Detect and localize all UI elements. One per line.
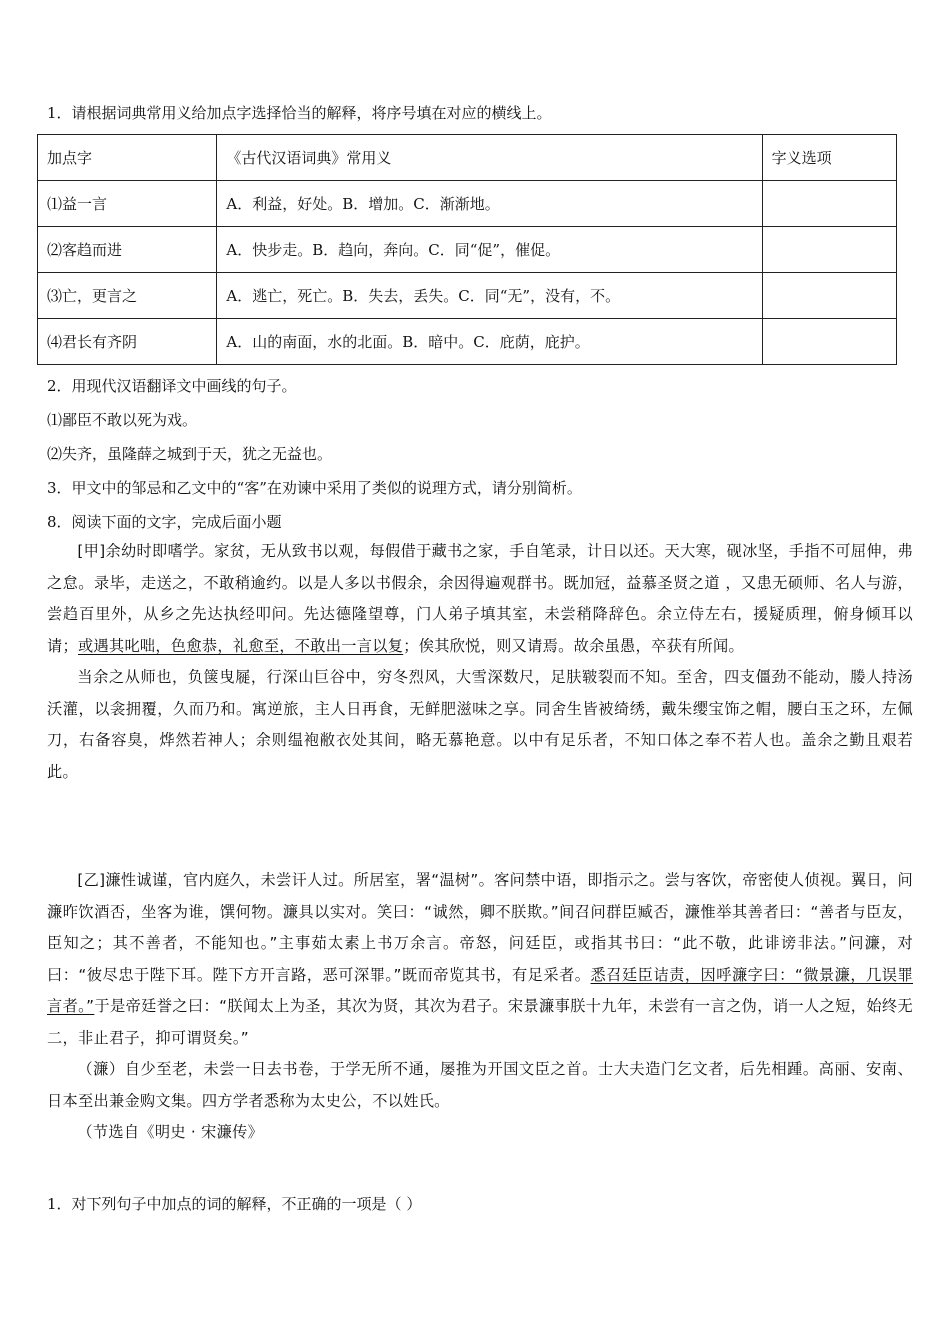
answer-cell[interactable] [762, 181, 896, 227]
translation-sentence-2: ⑵失齐，虽隆薛之城到于天，犹之无益也。 [47, 445, 333, 463]
underlined-sentence: 悉召廷臣诘责，因呼濂字曰：“微景濂，几误罪言者。” [47, 965, 914, 1015]
underlined-sentence: 或遇其叱咄，色愈恭，礼愈至，不敢出一言以复 [77, 636, 404, 655]
passage-paragraph: [乙]濂性诚谨，官内庭久，未尝讦人过。所居室，署“温树”。客问禁中语，即指示之。尝与客饮，帝密使人侦视。翼日，问濂昨饮酒否，坐客为谁，馔何物。濂具以实对。笑曰：“诚然，卿不朕欺。”间召问群臣臧否，濂惟举其善者曰：“善者与臣友，臣知之；其不善者，不能知也。”主事茹太素上书万余言。帝怒，问廷臣，或指其书曰：“此不敬，此诽谤非法。”问濂，对曰：“彼尽忠于陛下耳。陛下方开言路，恶可深罪。”既而帝览其书，有足采者。悉召廷臣诘责，因呼濂字曰：“微景濂，几误罪言者。”于是帝廷誉之曰：“朕闻太上为圣，其次为贤，其次为君子。宋景濂事朕十九年，未尝有一言之伪，诮一人之短，始终无二，非止君子，抑可谓贤矣。” [47, 871, 914, 1047]
meaning-cell: A．快步走。B．趋向，奔向。C．同“促”，催促。 [217, 227, 762, 273]
header-cell: 《古代汉语词典》常用义 [217, 135, 762, 181]
question-2-prompt: 2．用现代汉语翻译文中画线的句子。 [47, 377, 297, 395]
passage-yi [47, 865, 913, 1149]
meaning-cell: A．逃亡，死亡。B．失去，丢失。C．同“无”，没有，不。 [217, 273, 762, 319]
word-cell: ⑴益一言 [38, 181, 217, 227]
passage-paragraph: 当余之从师也，负箧曳屣，行深山巨谷中，穷冬烈风，大雪深数尺，足肤皲裂而不知。至舍，四支僵劲不能动，媵人持汤沃灌，以衾拥覆，久而乃和。寓逆旅，主人日再食，无鲜肥滋味之享。同舍生皆被绮绣，戴朱缨宝饰之帽，腰白玉之环，左佩刀，右备容臭，烨然若神人；余则缊袍敝衣处其间，略无慕艳意。以中有足乐者，不知口体之奉不若人也。盖余之勤且艰若此。 [47, 668, 913, 781]
table-row [38, 319, 897, 365]
table-row [38, 273, 897, 319]
word-cell: ⑶亡，更言之 [38, 273, 217, 319]
table-row [38, 227, 897, 273]
table-header-row [38, 135, 897, 181]
table-row [38, 181, 897, 227]
word-cell: ⑷君长有齐阴 [38, 319, 217, 365]
answer-cell[interactable] [762, 273, 896, 319]
sub-question-1-prompt: 1．对下列句子中加点的词的解释，不正确的一项是（ ） [47, 1195, 422, 1213]
passage-jia [47, 536, 913, 788]
dictionary-table [37, 134, 897, 365]
passage-source: （节选自《明史 · 宋濂传》 [77, 1123, 264, 1141]
translation-sentence-1: ⑴鄙臣不敢以死为戏。 [47, 411, 198, 429]
word-cell: ⑵客趋而进 [38, 227, 217, 273]
meaning-cell: A．山的南面，水的北面。B．暗中。C．庇荫，庇护。 [217, 319, 762, 365]
question-3-prompt: 3．甲文中的邹忌和乙文中的“客”在劝谏中采用了类似的说理方式，请分别简析。 [47, 479, 582, 497]
answer-cell[interactable] [762, 227, 896, 273]
header-cell: 字义选项 [762, 135, 896, 181]
header-cell: 加点字 [38, 135, 217, 181]
question-8-prompt: 8．阅读下面的文字，完成后面小题 [47, 513, 282, 531]
passage-paragraph: （濂）自少至老，未尝一日去书卷，于学无所不通，屡推为开国文臣之首。士大夫造门乞文者，后先相踵。高丽、安南、日本至出兼金购文集。四方学者悉称为太史公，不以姓氏。 [47, 1060, 913, 1110]
passage-paragraph: [甲]余幼时即嗜学。家贫，无从致书以观，每假借于藏书之家，手自笔录，计日以还。天大寒，砚冰坚，手指不可屈伸，弗之怠。录毕，走送之，不敢稍逾约。以是人多以书假余，余因得遍观群书。既加冠，益慕圣贤之道 ，又患无硕师、名人与游，尝趋百里外，从乡之先达执经叩问。先达德隆望尊，门人弟子填其室，未尝稍降辞色。余立侍左右，援疑质理，俯身倾耳以请；或遇其叱咄，色愈恭，礼愈至，不敢出一言以复；俟其欣悦，则又请焉。故余虽愚，卒获有所闻。 [47, 542, 913, 655]
meaning-cell: A．利益，好处。B．增加。C．渐渐地。 [217, 181, 762, 227]
question-1-prompt: 1．请根据词典常用义给加点字选择恰当的解释，将序号填在对应的横线上。 [47, 104, 552, 122]
answer-cell[interactable] [762, 319, 896, 365]
